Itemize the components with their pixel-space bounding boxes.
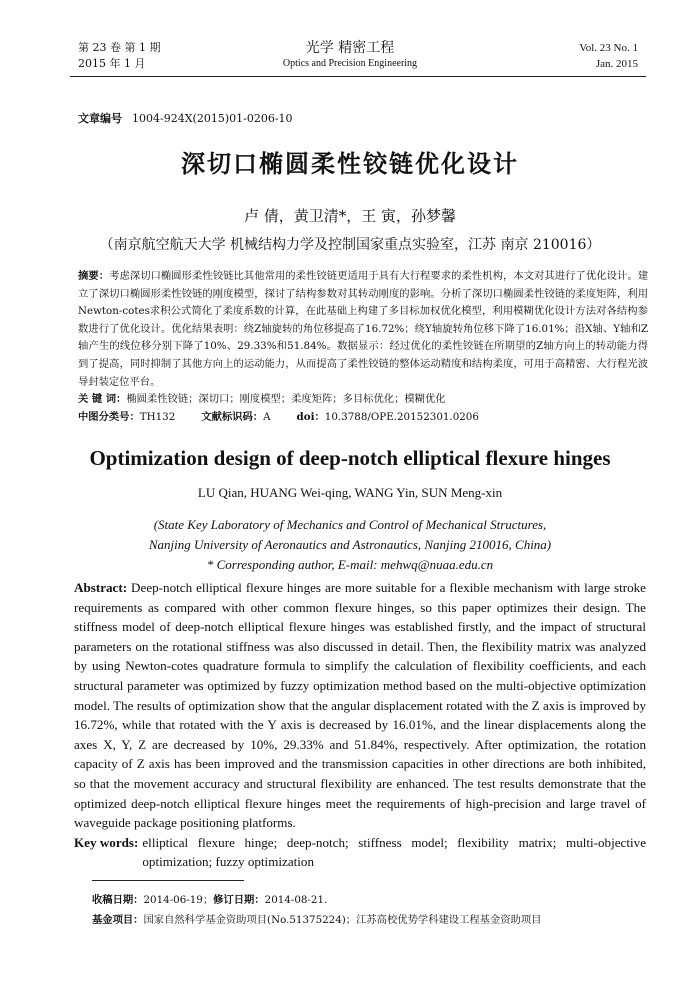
abstract-en-text: Deep-notch elliptical flexure hinges are more suitable for a flexible mechanism with large stroke requirements as compared with other common flexure hinges, so this paper optimizes their design. The stiffness model of deep-notch elliptical flexure hinges was established firstly, and the impact of structural parameters on the rotational stiffness was also discussed in detail. Then, the flexibility matrix was analyzed by using Newton-cotes quadrature formula to simplify the calculation of flexibility coefficients, and each structural parameter was optimized by fuzzy optimization method based on the multi-objective optimization model. The results of optimization show that the angular displacement rotated with the Z axis is improved by 16.72%, while that rotated with the Y axis is decreased by 16.01%, and the linear displacements along the axes X, Y, Z are decreased by 10%, 29.33% and 51.84%, respectively. After optimization, the rotation capacity of Z axis has been improved and the transmission capacities in other directions are both inhibited, so that the movement accuracy and structural flexibility are enhanced. The test results demonstrate that the optimized deep-notch elliptical flexure hinges meet the requirements of high-precision and large travel of waveguide package positioning platforms.: [74, 580, 646, 831]
footnote: [92, 890, 541, 930]
fund-label: 基金项目：: [92, 914, 144, 926]
affiliation-en-line2: Nanjing University of Aeronautics and Astronautics, Nanjing 210016, China): [148, 537, 552, 552]
affiliation-en: [0, 515, 700, 575]
article-number-label: 文章编号: [78, 112, 122, 125]
doc-code-value: A: [263, 410, 271, 423]
clc-label: 中图分类号：: [78, 410, 140, 423]
header-date: 2015 年 1 月: [78, 57, 146, 70]
footnote-fund: [92, 910, 541, 930]
classification-line: [78, 409, 648, 427]
paper-title-cn: 深切口椭圆柔性铰链优化设计: [181, 150, 519, 178]
keywords-cn-text: 椭圆柔性铰链；深切口；刚度模型；柔度矩阵；多目标优化；模糊优化: [126, 393, 446, 406]
header-date-en: Jan. 2015: [595, 58, 638, 70]
journal-name-cn: 光学 精密工程: [305, 40, 395, 56]
paper-title-en: Optimization design of deep-notch elliptical flexure hinges: [89, 446, 611, 470]
abstract-cn: [78, 268, 648, 391]
article-number: [78, 110, 293, 126]
abstract-en: [74, 578, 646, 833]
abstract-en-label: Abstract:: [74, 580, 128, 595]
doi-value: 10.3788/OPE.20152301.0206: [324, 410, 479, 423]
abstract-en-block: [74, 578, 646, 872]
doi-label: doi：: [296, 410, 325, 423]
affiliation-cn: （南京航空航天大学 机械结构力学及控制国家重点实验室，江苏 南京 210016）: [99, 237, 601, 253]
abstract-cn-label: 摘要：: [78, 270, 110, 282]
keywords-cn-label: 关 键 词：: [78, 393, 127, 406]
clc-value: TH132: [139, 410, 176, 423]
doc-code-label: 文献标识码：: [201, 410, 264, 423]
footnote-divider: [92, 880, 244, 881]
abstract-cn-block: [78, 268, 648, 426]
revised-label: 修订日期：: [213, 894, 265, 906]
footnote-dates: [92, 890, 541, 910]
authors-cn: 卢 倩，黄卫清*，王 寅，孙梦馨: [243, 207, 457, 225]
received-value: 2014-06-19；: [143, 894, 214, 906]
fund-value: 国家自然科学基金资助项目(No.51375224)；江苏高校优势学科建设工程基金资助项目: [143, 914, 542, 926]
article-number-value: 1004-924X(2015)01-0206-10: [132, 112, 293, 125]
received-label: 收稿日期：: [92, 894, 144, 906]
authors-en: LU Qian, HUANG Wei-qing, WANG Yin, SUN Meng-xin: [197, 485, 503, 500]
header-vol-no: Vol. 23 No. 1: [579, 42, 638, 54]
header-volume-issue: 第 23 卷 第 1 期: [78, 41, 161, 54]
header-vol-info: [579, 40, 638, 72]
keywords-en-label: Key words:: [74, 834, 139, 850]
header-divider: [70, 76, 646, 77]
corresponding-author: * Corresponding author, E-mail: mehwq@nuaa.edu.cn: [206, 557, 494, 572]
revised-value: 2014-08-21.: [264, 894, 328, 906]
abstract-cn-text: 考虑深切口椭圆形柔性铰链比其他常用的柔性铰链更适用于具有大行程要求的柔性机构，本文对其进行了优化设计。建立了深切口椭圆形柔性铰链的刚度模型，探讨了结构参数对其转动刚度的影响。分析了深切口椭圆柔性铰链的柔度矩阵，利用Newton-cotes求积公式简化了柔度系数的计算，在此基础上构建了多目标加权优化模型，利用模糊优化设计方法对各结构参数进行了优化设计。优化结果表明：绕Z轴旋转的角位移提高了16.72%；绕Y轴旋转角位移下降了16.01%；沿X轴、Y轴和Z轴产生的线位移分别下降了10%、29.33%和51.84%。数据显示：经过优化的柔性铰链在所期望的Z轴方向上的转动能力得到了提高，同时抑制了其他方向上的运动能力，从而提高了柔性铰链的整体运动精度和结构柔度，可用于高精密、大行程光波导封装定位平台。: [78, 270, 649, 388]
affiliation-en-line1: (State Key Laboratory of Mechanics and Control of Mechanical Structures,: [153, 517, 547, 532]
keywords-en: [74, 833, 646, 872]
journal-name-en: Optics and Precision Engineering: [282, 58, 418, 69]
keywords-cn: [78, 391, 648, 409]
keywords-en-text: elliptical flexure hinge; deep-notch; stiffness model; flexibility matrix; multi-objective optimization; fuzzy optimization: [142, 834, 646, 870]
